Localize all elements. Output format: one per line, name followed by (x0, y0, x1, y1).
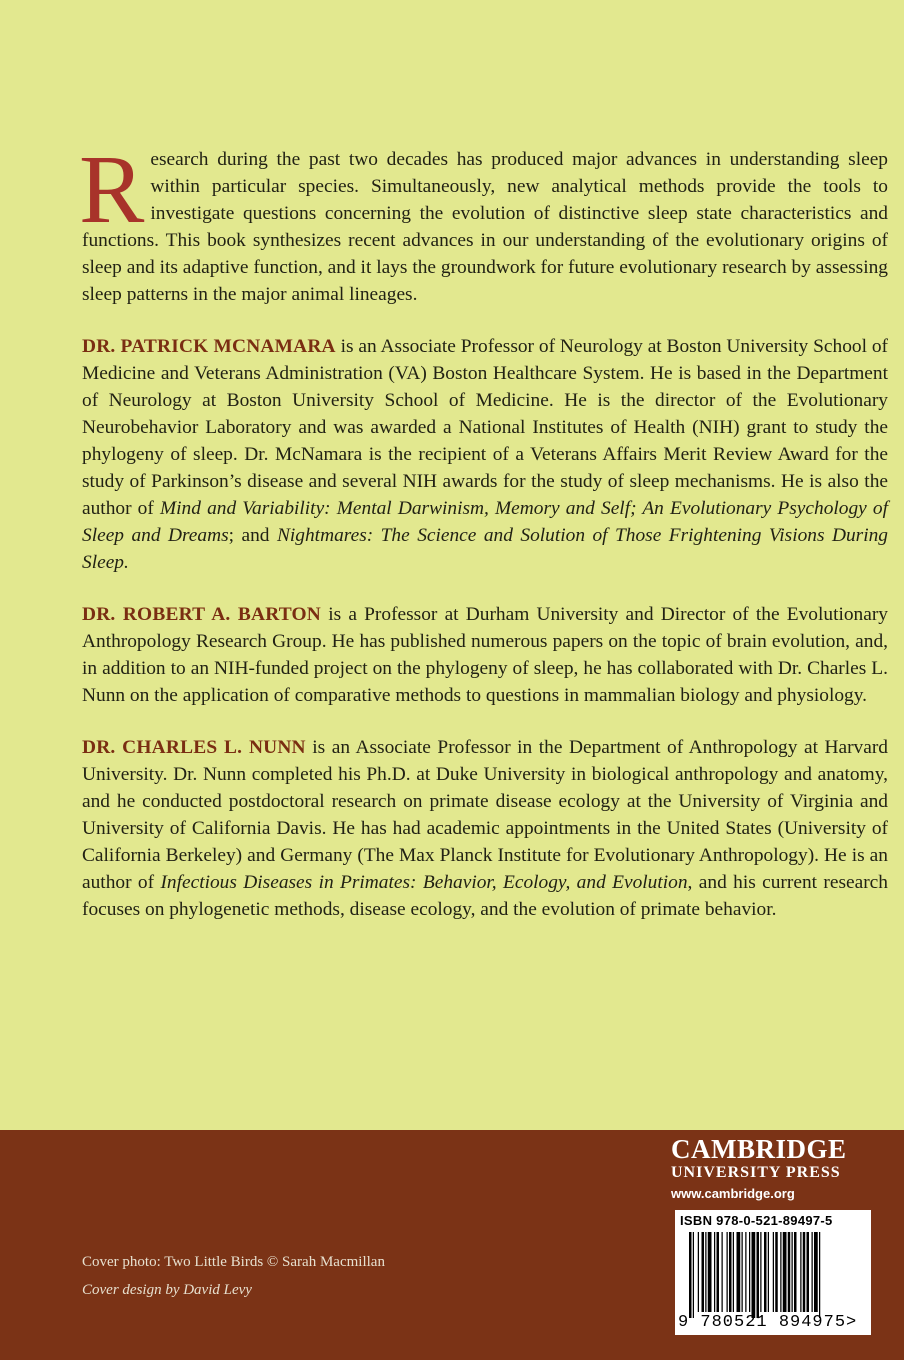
cover-design-credit: Cover design by David Levy (82, 1282, 252, 1298)
barcode-bar (717, 1232, 720, 1312)
barcode-number: 9 780521 894975> (678, 1313, 858, 1332)
barcode-bar (819, 1232, 820, 1318)
barcode-bar (773, 1232, 774, 1312)
author-bio-text: is a Professor at Durham University and Director of the Evolutionary Anthropology Research Group. He has published numerous papers on the topic of brain evolution, and, in addition to an NIH-funded project on the phylogeny of sleep, he has collaborated with Dr. Charles L. Nunn on the application of comparative methods to questions in mammalian biology and physiology. (82, 604, 888, 706)
back-cover-text (79, 136, 889, 948)
book-title: Infectious Diseases in Primates: Behavior, Ecology, and Evolution (160, 872, 688, 893)
barcode-bar (698, 1232, 699, 1312)
blurb-paragraph (79, 136, 888, 308)
drop-cap: R (79, 136, 145, 244)
barcode-bar (794, 1232, 797, 1312)
isbn-label: ISBN 978-0-521-89497-5 (680, 1213, 833, 1228)
barcode-bar (783, 1232, 787, 1312)
barcode-bar (757, 1232, 760, 1318)
barcode-bar (768, 1232, 769, 1312)
barcode (675, 1210, 871, 1335)
author-bio-text: is an Associate Professor in the Department of Anthropology at Harvard University. Dr. Nunn completed his Ph.D. at Duke University in biological anthropology and anatomy, and he conducted postdoctoral research on primate disease ecology at the University of Virginia and University of California Davis. He has had academic appointments in the United States (University of California Berkeley) and Germany (The Max Planck Institute for Evolutionary Anthropology). He is an author of (82, 737, 888, 893)
barcode-bar (803, 1232, 806, 1312)
barcode-bar (749, 1232, 750, 1312)
barcode-bar (702, 1232, 705, 1312)
barcode-bar (689, 1232, 692, 1318)
author-name: DR. CHARLES L. NUNN (82, 737, 306, 758)
barcode-bar (775, 1232, 778, 1312)
barcode-bar (760, 1232, 761, 1312)
barcode-bar (812, 1232, 813, 1312)
barcode-bar (788, 1232, 791, 1312)
author-name: DR. PATRICK MCNAMARA (82, 336, 336, 357)
barcode-bar (814, 1232, 818, 1312)
author-name: DR. ROBERT A. BARTON (82, 604, 321, 625)
barcode-bar (800, 1232, 801, 1312)
publisher-subtitle: UNIVERSITY PRESS (671, 1164, 841, 1181)
author-bio-mcnamara (82, 333, 888, 576)
author-bio-nunn (82, 734, 888, 923)
barcode-bar (693, 1232, 694, 1318)
blurb-text: esearch during the past two decades has produced major advances in understanding sleep within particular species. Simultaneously, new analytical methods provide the tools to investigate questions concerning the evolution of distinctive sleep state characteristics and functions. This book synthesizes recent advances in our understanding of the evolutionary origins of sleep and its adaptive function, and it lays the groundwork for future evolutionary research by assessing sleep patterns in the major animal lineages. (82, 149, 888, 305)
barcode-bar (714, 1232, 715, 1312)
author-bio-barton (82, 601, 888, 709)
book-title: Mind and Variability: Mental Darwinism, Memory and Self; An Evolutionary Psychology of Sleep and Dreams (82, 498, 888, 546)
barcode-bar (708, 1232, 712, 1312)
author-bio-text: ; and (228, 525, 270, 546)
author-bio-text: , and his current research focuses on phylogenetic methods, disease ecology, and the evolution of primate behavior. (82, 872, 888, 920)
barcode-bar (729, 1232, 732, 1312)
barcode-bar (722, 1232, 723, 1312)
publisher-logo (671, 1134, 871, 1201)
author-bio-text: is an Associate Professor of Neurology at Boston University School of Medicine and Veterans Administration (VA) Boston Healthcare System. He is based in the Department of Neurology at Boston University School of Medicine. He is the director of the Evolutionary Neurobehavior Laboratory and was awarded a National Institutes of Health (NIH) grant to study the phylogeny of sleep. Dr. McNamara is the recipient of a Veterans Affairs Merit Review Award for the study of Parkinson’s disease and several NIH awards for the study of sleep mechanisms. He is also the author of (82, 336, 888, 519)
barcode-bar (705, 1232, 706, 1312)
publisher-name: CAMBRIDGE (671, 1134, 847, 1164)
barcode-bar (733, 1232, 734, 1312)
barcode-bar (737, 1232, 741, 1312)
barcode-bar (807, 1232, 810, 1312)
barcode-bar (745, 1232, 746, 1312)
cover-photo-credit: Cover photo: Two Little Birds © Sarah Macmillan (82, 1254, 385, 1270)
barcode-bar (727, 1232, 728, 1312)
barcode-bar (742, 1232, 743, 1312)
barcode-bar (780, 1232, 781, 1312)
publisher-url: www.cambridge.org (671, 1186, 795, 1201)
barcode-bar (792, 1232, 793, 1312)
barcode-bar (764, 1232, 767, 1312)
book-title: Nightmares: The Science and Solution of Those Frightening Visions During Sleep. (82, 525, 889, 573)
barcode-bar (752, 1232, 756, 1318)
